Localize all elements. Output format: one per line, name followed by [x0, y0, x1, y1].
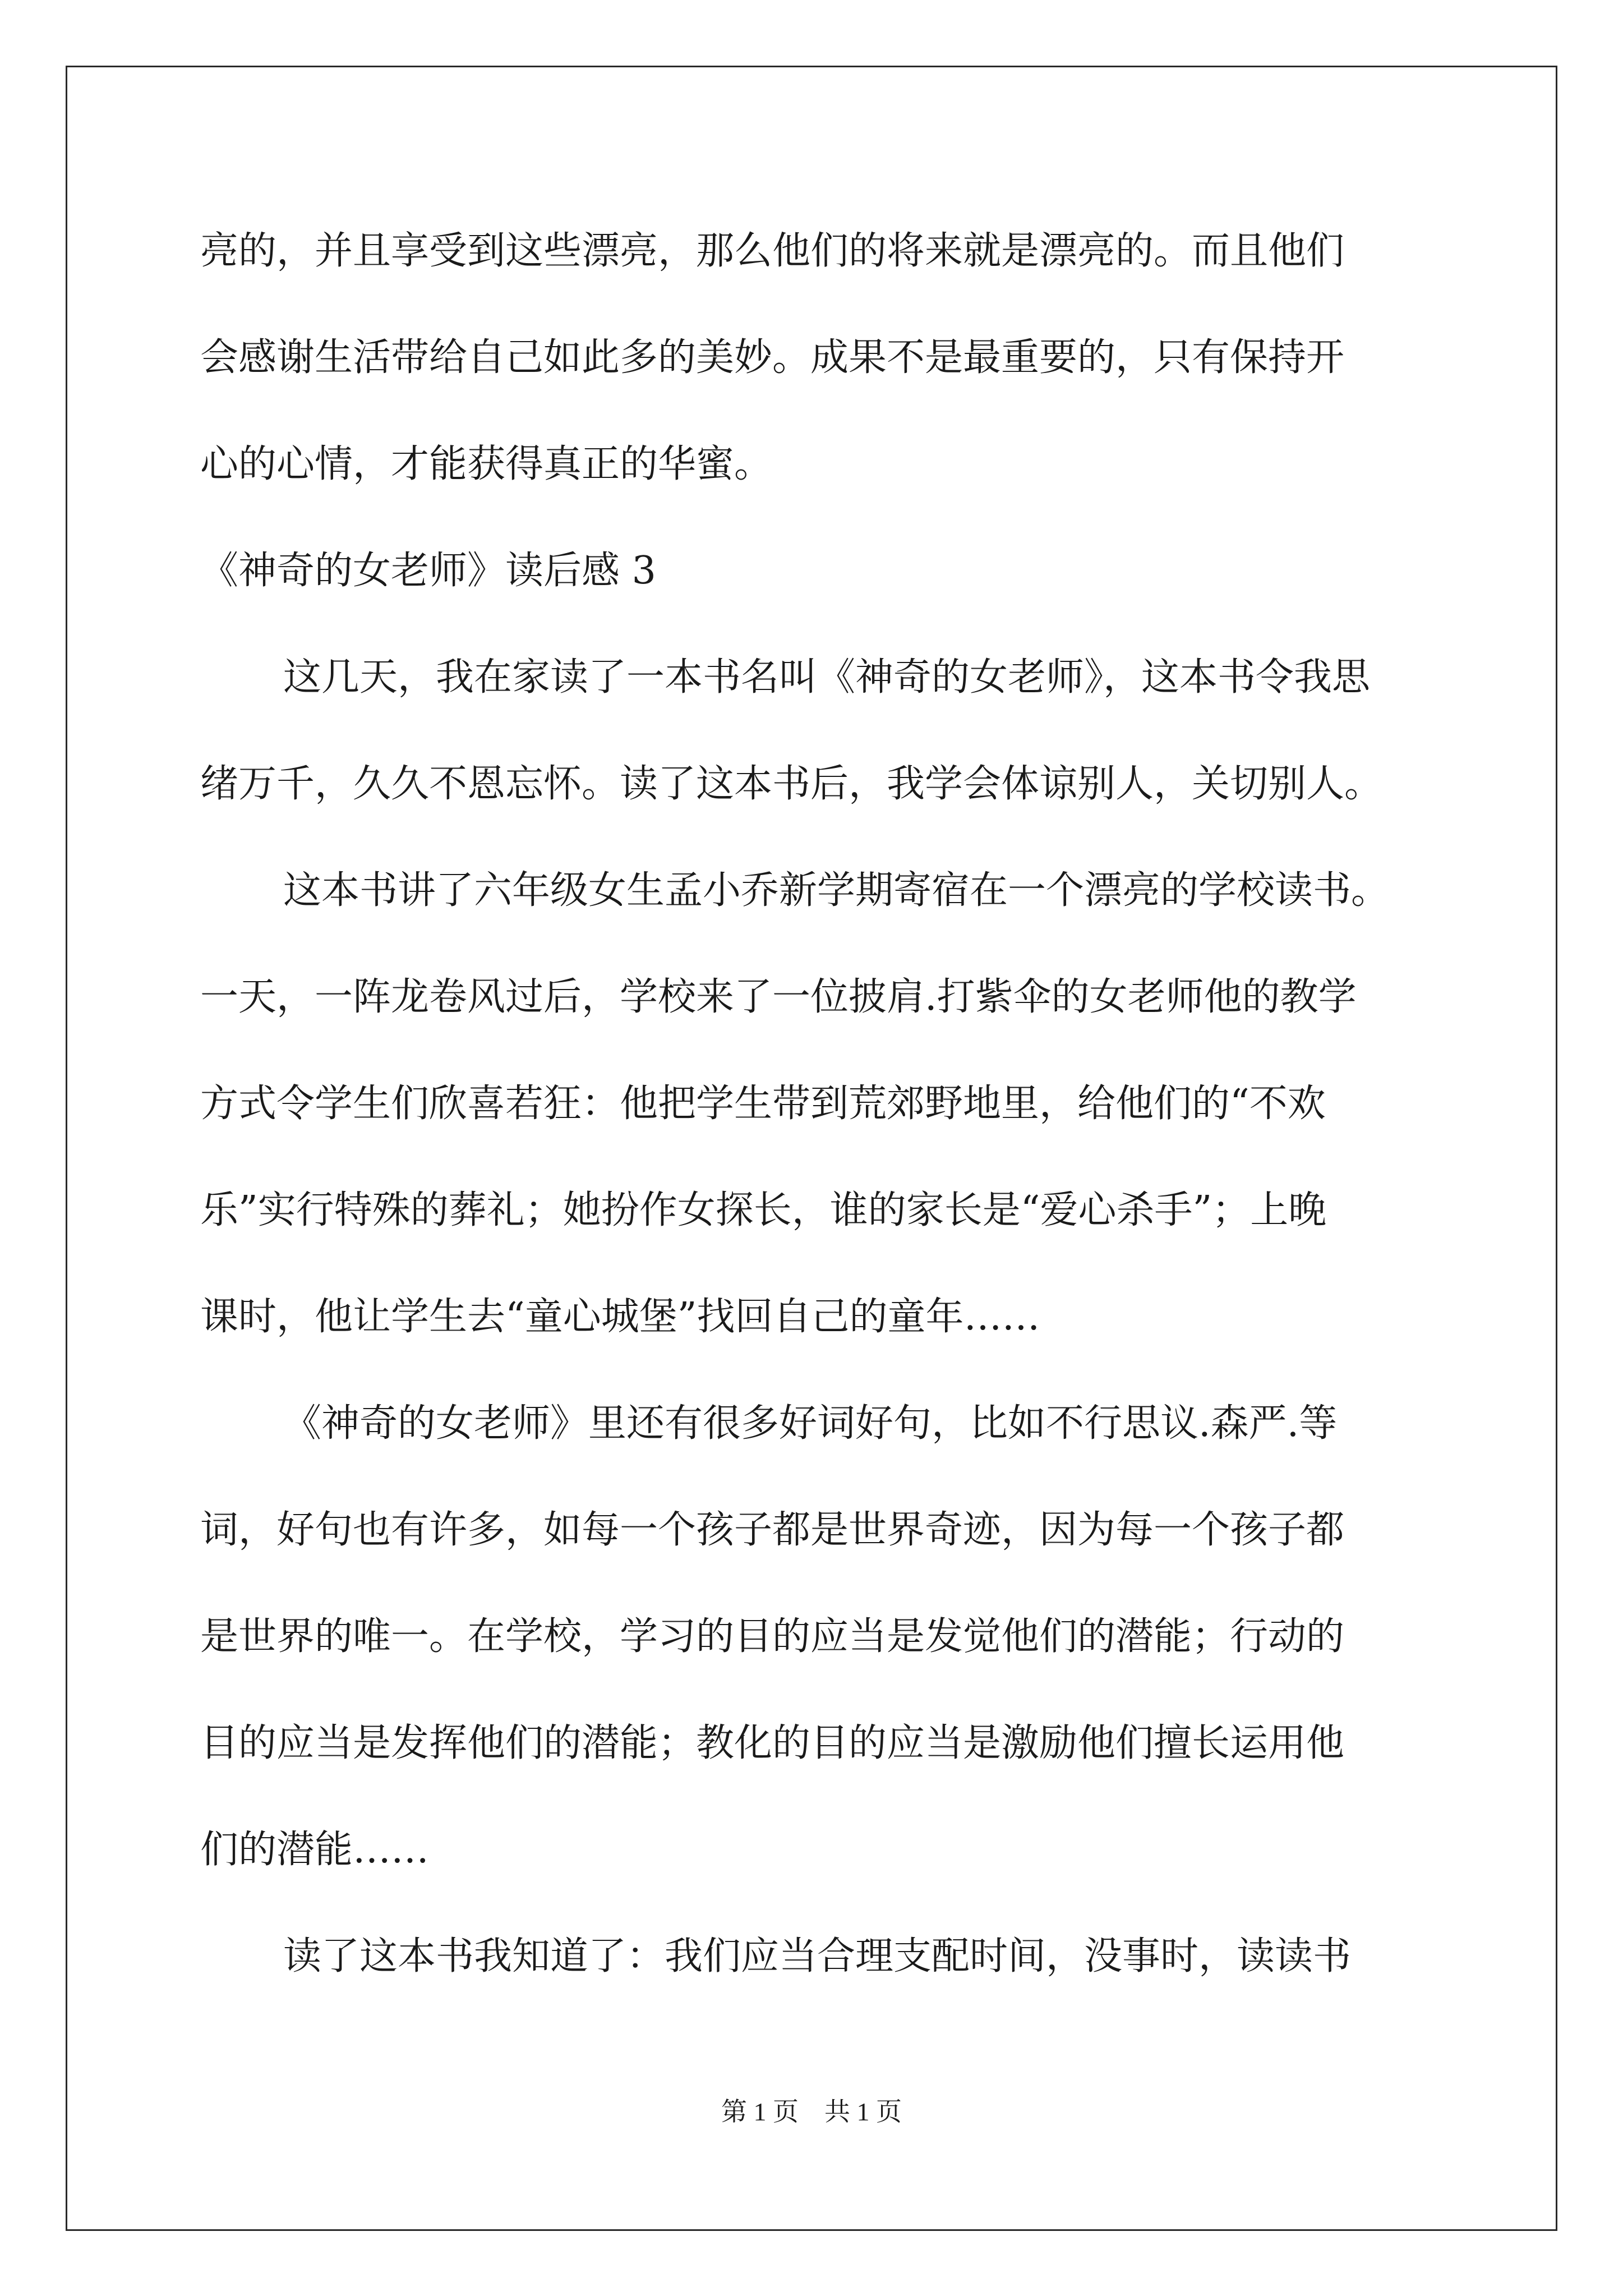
text-line: 《神奇的女老师》里还有很多好词好句，比如不行思议.森严.等: [283, 1401, 1338, 1446]
text-line: 课时，他让学生去“童心城堡”找回自己的童年……: [200, 1295, 1040, 1339]
text-line: 一天，一阵龙卷风过后，学校来了一位披肩.打紫伞的女老师他的教学: [200, 975, 1357, 1019]
text-line: 亮的，并且享受到这些漂亮，那么他们的将来就是漂亮的。而且他们: [200, 229, 1345, 273]
text-line: 这本书讲了六年级女生孟小乔新学期寄宿在一个漂亮的学校读书。: [283, 868, 1390, 913]
text-line: 是世界的唯一。在学校，学习的目的应当是发觉他们的潜能；行动的: [200, 1614, 1345, 1659]
text-line: 方式令学生们欣喜若狂：他把学生带到荒郊野地里，给他们的“不欢: [200, 1082, 1326, 1126]
text-line: 词，好句也有许多，如每一个孩子都是世界奇迹，因为每一个孩子都: [200, 1508, 1345, 1552]
page-footer: 第 1 页 共 1 页: [721, 2097, 902, 2126]
text-line: 绪万千，久久不恩忘怀。读了这本书后，我学会体谅别人，关切别人。: [200, 762, 1383, 806]
text-line: 读了这本书我知道了：我们应当合理支配时间，没事时，读读书: [283, 1934, 1352, 1978]
text-line: 目的应当是发挥他们的潜能；教化的目的应当是激励他们擅长运用他: [200, 1721, 1345, 1765]
text-line: 这几天，我在家读了一本书名叫《神奇的女老师》，这本书令我思: [283, 655, 1371, 700]
page-border: [66, 66, 1557, 2231]
text-line: 乐”实行特殊的葬礼；她扮作女探长，谁的家长是“爱心杀手”；上晚: [200, 1188, 1327, 1232]
text-line: 会感谢生活带给自己如此多的美妙。成果不是最重要的，只有保持开: [200, 335, 1345, 380]
section-heading: 《神奇的女老师》读后感 3: [200, 549, 656, 593]
text-line: 们的潜能……: [200, 1828, 430, 1872]
text-line: 心的心情，才能获得真正的华蜜。: [200, 442, 773, 486]
